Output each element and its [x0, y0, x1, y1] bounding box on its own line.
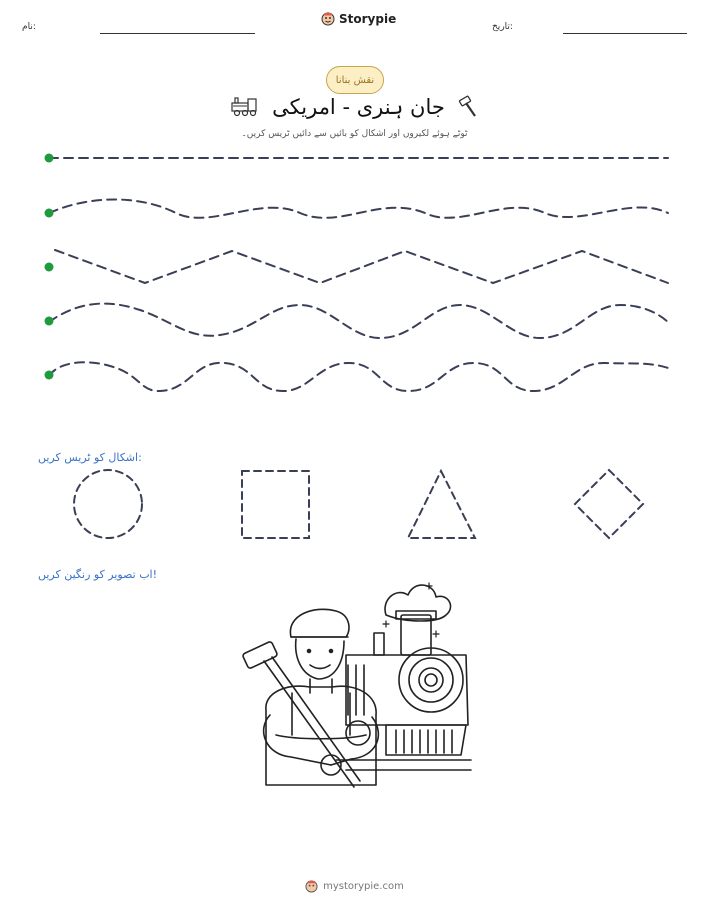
tracing-line-gentle-wave[interactable] [49, 200, 668, 218]
start-dot [45, 371, 54, 380]
start-dot [45, 154, 54, 163]
tracing-line-round-wave[interactable] [49, 362, 668, 391]
page-title: جان ہنری - امریکی [272, 95, 445, 119]
category-badge: نقش بنانا [326, 66, 384, 94]
footer-site-link[interactable]: mystorypie.com [323, 881, 404, 892]
shapes-heading: اشکال کو ٹریس کریں: [38, 451, 142, 464]
storypie-mascot-icon [305, 880, 318, 893]
date-label: تاریخ: [492, 22, 513, 32]
trace-shape-diamond[interactable] [575, 470, 643, 538]
footer [0, 880, 709, 893]
start-dot [45, 209, 54, 218]
trace-shape-circle[interactable] [74, 470, 142, 538]
start-dot [45, 263, 54, 272]
name-label: نام: [22, 22, 36, 32]
trace-shape-triangle[interactable] [408, 471, 475, 538]
trace-shape-square[interactable] [242, 471, 309, 538]
train-drawing [336, 611, 471, 770]
brand-name: Storypie [339, 12, 397, 26]
coloring-picture[interactable] [236, 575, 476, 800]
tracing-line-zigzag[interactable] [55, 250, 668, 283]
tracing-line-wave[interactable] [49, 304, 668, 338]
tracing-lines [0, 0, 709, 420]
tracing-shapes [0, 460, 709, 550]
coloring-heading: اب تصویر کو رنگین کریں! [38, 568, 158, 581]
instruction-text: ٹوٹے ہوئے لکیروں اور اشکال کو بائیں سے دائیں ٹریس کریں۔ [241, 129, 468, 139]
start-dot [45, 317, 54, 326]
